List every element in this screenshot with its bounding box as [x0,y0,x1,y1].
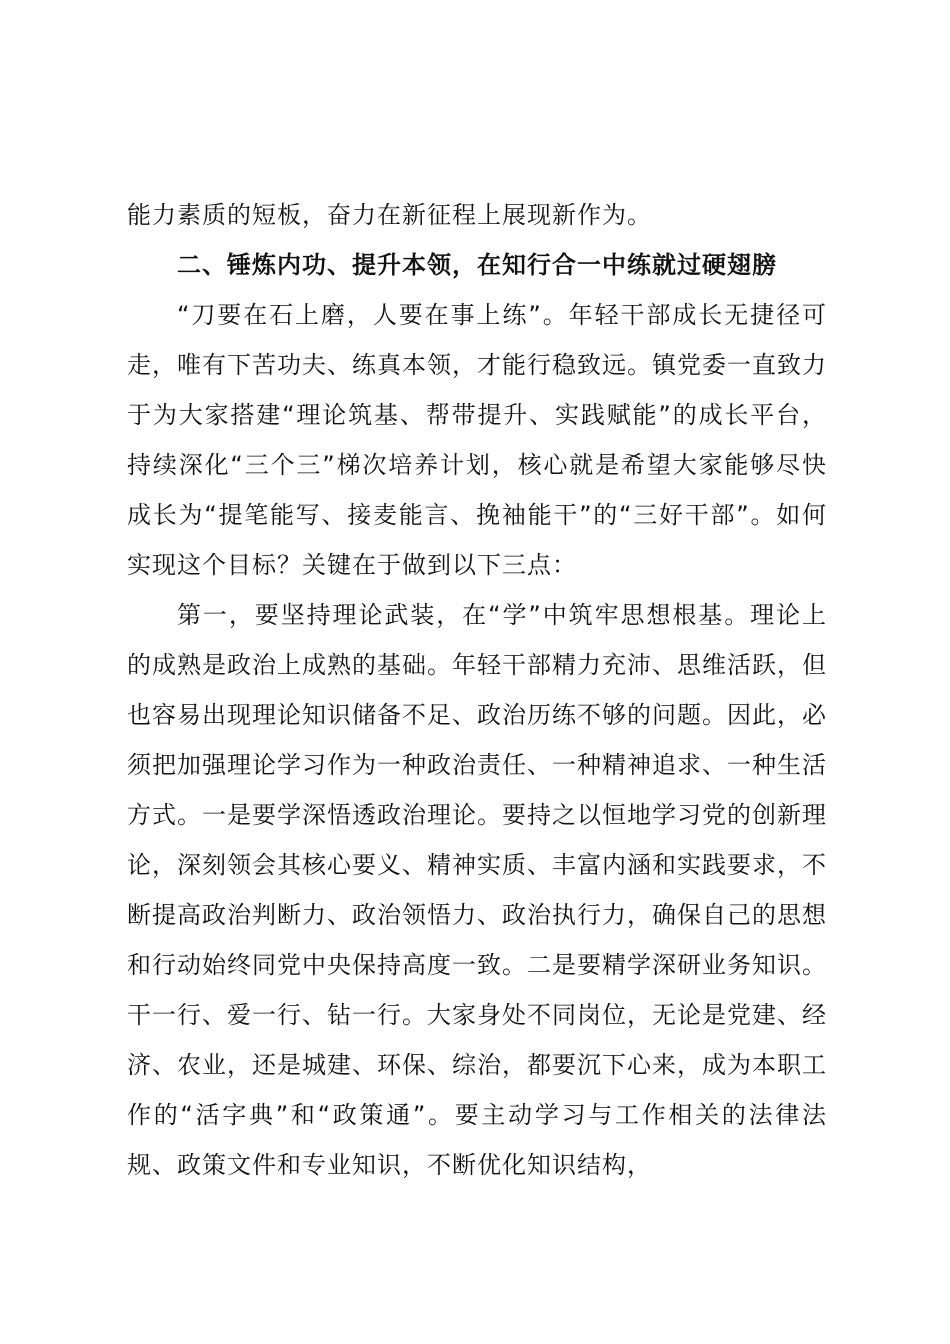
paragraph-intro: “刀要在石上磨，人要在事上练”。年轻干部成长无捷径可走，唯有下苦功夫、练真本领，才能行稳致远。镇党委一直致力于为大家搭建“理论筑基、帮带提升、实践赋能”的成长平台，持续深化“三个三”梯次培养计划，核心就是希望大家能够尽快成长为“提笔能写、接麦能言、挽袖能干”的“三好干部”。如何实现这个目标？关键在于做到以下三点： [127,301,827,579]
paragraph-point-one: 第一，要坚持理论武装，在“学”中筑牢思想根基。理论上的成熟是政治上成熟的基础。年轻干部精力充沛、思维活跃，但也容易出现理论知识储备不足、政治历练不够的问题。因此，必须把加强理论学习作为一种政治责任、一种精神追求、一种生活方式。一是要学深悟透政治理论。要持之以恒地学习党的创新理论，深刻领会其核心要义、精神实质、丰富内涵和实践要求，不断提高政治判断力、政治领悟力、政治执行力，确保自己的思想和行动始终同党中央保持高度一致。二是要精学深研业务知识。干一行、爱一行、钻一行。大家身处不同岗位，无论是党建、经济、农业，还是城建、环保、综治，都要沉下心来，成为本职工作的“活字典”和“政策通”。要主动学习与工作相关的法律法规、政策文件和专业知识，不断优化知识结构， [127,601,827,1179]
section-heading: 二、锤炼内功、提升本领，在知行合一中练就过硬翅膀 [177,251,777,279]
paragraph-continuation: 能力素质的短板，奋力在新征程上展现新作为。 [127,201,652,229]
document-body [127,190,827,1190]
